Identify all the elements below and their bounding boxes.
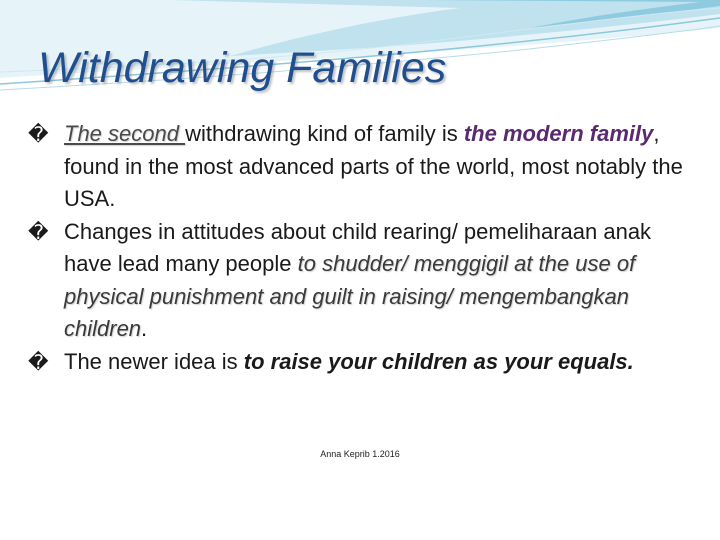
bullet-3-text: The newer idea is [64,348,244,374]
bullet-1-lead: The second [64,121,186,146]
bullet-item-1 [28,118,698,216]
bullet-marker: � [28,349,49,374]
bullet-2-emphasis: to shudder/ menggigil at the use of physical punishment and guilt in raising/ mengembangkan children [64,251,636,341]
bullet-1-text-end: , found in the most advanced parts of the world, most notably the USA. [64,121,683,211]
bullet-marker: � [28,219,49,244]
bullet-marker: � [28,122,49,146]
bullet-3-emphasis: to raise your children as your equals. [243,348,634,374]
slide-footer: Anna Keprib 1.2016 [320,449,400,459]
bullet-2-text: Changes in attitudes about child rearing/ pemeliharaan anak have lead many people [64,218,652,276]
bullet-item-2 [28,216,698,346]
bullet-2-text-end: . [141,316,148,341]
bullet-1-emphasis: the modern family [463,121,654,146]
slide-title: Withdrawing Families [38,44,447,92]
slide-body [28,118,698,378]
bullet-1-text: withdrawing kind of family is [185,121,464,146]
bullet-item-3 [28,346,698,379]
